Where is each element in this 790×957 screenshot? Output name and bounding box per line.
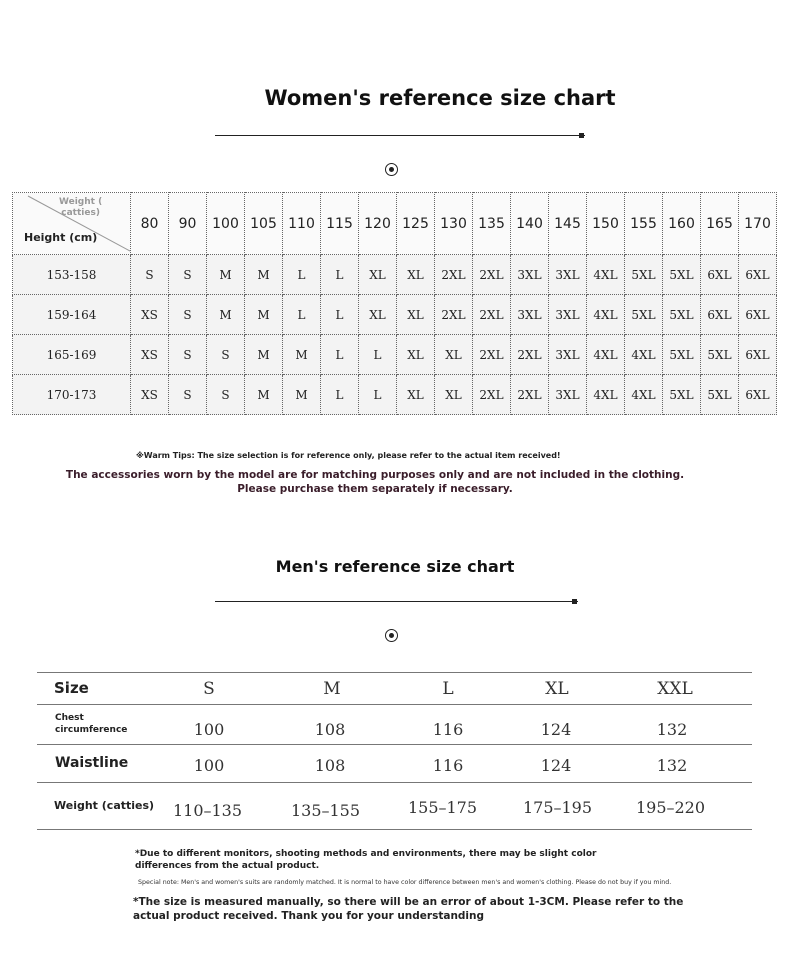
size-cell: 5XL: [701, 335, 739, 375]
size-cell: 5XL: [625, 255, 663, 295]
size-cell: XL: [359, 255, 397, 295]
men-weight-label: Weight (catties): [54, 799, 155, 812]
size-cell: 3XL: [549, 335, 587, 375]
size-cell: S: [169, 335, 207, 375]
men-weight-cell: 155–175: [407, 798, 478, 817]
size-cell: M: [245, 295, 283, 335]
men-chest-cell: 100: [193, 720, 225, 739]
size-cell: L: [283, 295, 321, 335]
men-weight-cell: 175–195: [522, 798, 593, 817]
men-rule-dot: [572, 599, 577, 604]
size-cell: XL: [435, 335, 473, 375]
women-rule-dot: [579, 133, 584, 138]
weight-header: 145: [549, 193, 587, 255]
size-cell: S: [169, 375, 207, 415]
weight-header: 130: [435, 193, 473, 255]
men-size-header: XXL: [657, 679, 693, 699]
weight-header: 100: [207, 193, 245, 255]
size-cell: 6XL: [701, 295, 739, 335]
size-cell: M: [245, 255, 283, 295]
men-waist-label: Waistline: [55, 755, 129, 771]
table-row: [13, 335, 777, 375]
size-cell: 4XL: [625, 335, 663, 375]
size-cell: 3XL: [549, 295, 587, 335]
weight-header: 105: [245, 193, 283, 255]
size-cell: 5XL: [663, 295, 701, 335]
men-chest-cell: 124: [540, 720, 572, 739]
corner-weight-text: Weight ( catties): [59, 197, 103, 218]
size-cell: 2XL: [435, 255, 473, 295]
size-cell: XS: [131, 295, 169, 335]
size-cell: M: [245, 335, 283, 375]
accessories-note-line1: The accessories worn by the model are for matching purposes only and are not included in the clothing.: [65, 469, 685, 481]
weight-header: 90: [169, 193, 207, 255]
monitor-note-line2: differences from the actual product.: [135, 861, 320, 871]
men-row-divider: [37, 782, 752, 783]
weight-header: 120: [359, 193, 397, 255]
accessories-note-line2: Please purchase them separately if necessary.: [237, 483, 513, 495]
size-cell: 5XL: [663, 375, 701, 415]
size-cell: S: [131, 255, 169, 295]
size-cell: M: [245, 375, 283, 415]
size-cell: 6XL: [739, 255, 777, 295]
size-cell: 3XL: [511, 295, 549, 335]
weight-header: 125: [397, 193, 435, 255]
size-cell: L: [283, 255, 321, 295]
weight-header: 140: [511, 193, 549, 255]
size-cell: S: [169, 255, 207, 295]
men-waist-cell: 100: [193, 756, 225, 775]
size-cell: M: [283, 375, 321, 415]
size-cell: S: [169, 295, 207, 335]
size-cell: 4XL: [625, 375, 663, 415]
size-cell: 2XL: [473, 375, 511, 415]
manual-note-line2: actual product received. Thank you for your understanding: [133, 910, 485, 922]
men-weight-cell: 110–135: [172, 801, 243, 820]
monitor-note-line1: *Due to different monitors, shooting methods and environments, there may be slight color: [135, 849, 597, 859]
size-cell: S: [207, 375, 245, 415]
men-waist-cell: 124: [540, 756, 572, 775]
men-table-bottom-border: [37, 829, 752, 830]
size-cell: L: [359, 375, 397, 415]
size-cell: M: [283, 335, 321, 375]
size-cell: XL: [397, 335, 435, 375]
weight-header: 170: [739, 193, 777, 255]
size-cell: 2XL: [473, 335, 511, 375]
weight-header: 80: [131, 193, 169, 255]
size-cell: 2XL: [435, 295, 473, 335]
size-cell: XL: [397, 375, 435, 415]
weight-header: 165: [701, 193, 739, 255]
size-cell: L: [321, 375, 359, 415]
height-cell: 153-158: [13, 255, 131, 295]
men-chest-cell: 116: [432, 720, 464, 739]
men-size-header: XL: [545, 679, 569, 699]
circle-icon: [385, 629, 398, 642]
size-cell: 2XL: [511, 335, 549, 375]
size-cell: 5XL: [663, 335, 701, 375]
men-chest-cell: 108: [314, 720, 346, 739]
size-cell: 3XL: [511, 255, 549, 295]
size-cell: 4XL: [587, 335, 625, 375]
size-cell: M: [207, 295, 245, 335]
manual-note-line1: *The size is measured manually, so there will be an error of about 1-3CM. Please refer to the: [133, 896, 684, 908]
size-cell: XL: [397, 295, 435, 335]
size-cell: 6XL: [739, 295, 777, 335]
men-weight-cell: 135–155: [290, 801, 361, 820]
men-chest-label-line2: circumference: [55, 725, 128, 735]
men-size-header: M: [323, 679, 341, 699]
size-cell: 3XL: [549, 255, 587, 295]
men-size-header: S: [203, 679, 215, 699]
size-cell: XL: [435, 375, 473, 415]
men-row-divider: [37, 704, 752, 705]
weight-header: 155: [625, 193, 663, 255]
size-cell: 2XL: [511, 375, 549, 415]
special-note: Special note: Men's and women's suits are randomly matched. It is normal to have color difference between men's and women's clothing. Please do not buy if you mind.: [138, 879, 672, 886]
size-cell: XS: [131, 375, 169, 415]
corner-cell: [13, 193, 131, 255]
size-cell: 4XL: [587, 255, 625, 295]
weight-header: 160: [663, 193, 701, 255]
table-row: [13, 255, 777, 295]
corner-weight-label: [59, 197, 102, 219]
men-table-top-border: [37, 672, 752, 673]
size-cell: L: [321, 295, 359, 335]
size-cell: 6XL: [739, 375, 777, 415]
corner-height-label: Height (cm): [24, 231, 98, 244]
men-size-label: Size: [54, 679, 89, 697]
men-weight-cell: 195–220: [635, 798, 706, 817]
size-cell: S: [207, 335, 245, 375]
women-chart-title: Women's reference size chart: [264, 86, 616, 110]
table-row: [13, 375, 777, 415]
height-cell: 170-173: [13, 375, 131, 415]
size-cell: 5XL: [701, 375, 739, 415]
weight-header: 110: [283, 193, 321, 255]
size-cell: XS: [131, 335, 169, 375]
circle-icon: [385, 163, 398, 176]
weight-header: 135: [473, 193, 511, 255]
women-title-rule: [215, 135, 585, 136]
size-cell: 4XL: [587, 375, 625, 415]
women-size-table: [12, 192, 777, 415]
weight-header: 115: [321, 193, 359, 255]
men-waist-cell: 132: [656, 756, 688, 775]
size-cell: L: [321, 255, 359, 295]
size-cell: L: [359, 335, 397, 375]
size-cell: 4XL: [587, 295, 625, 335]
height-cell: 165-169: [13, 335, 131, 375]
men-size-header: L: [442, 679, 454, 699]
warm-tip: ※Warm Tips: The size selection is for reference only, please refer to the actual item received!: [136, 451, 561, 460]
size-cell: 6XL: [739, 335, 777, 375]
men-title-rule: [215, 601, 578, 602]
men-chest-cell: 132: [656, 720, 688, 739]
men-waist-cell: 116: [432, 756, 464, 775]
men-chest-label-line1: Chest: [55, 713, 84, 723]
size-cell: 2XL: [473, 295, 511, 335]
size-cell: 3XL: [549, 375, 587, 415]
size-cell: 6XL: [701, 255, 739, 295]
men-waist-cell: 108: [314, 756, 346, 775]
size-cell: 2XL: [473, 255, 511, 295]
size-cell: 5XL: [625, 295, 663, 335]
size-cell: XL: [359, 295, 397, 335]
size-cell: XL: [397, 255, 435, 295]
size-cell: M: [207, 255, 245, 295]
size-cell: 5XL: [663, 255, 701, 295]
size-cell: L: [321, 335, 359, 375]
table-row: [13, 295, 777, 335]
men-chart-title: Men's reference size chart: [275, 557, 515, 576]
height-cell: 159-164: [13, 295, 131, 335]
men-row-divider: [37, 744, 752, 745]
women-header-row: [13, 193, 777, 255]
weight-header: 150: [587, 193, 625, 255]
